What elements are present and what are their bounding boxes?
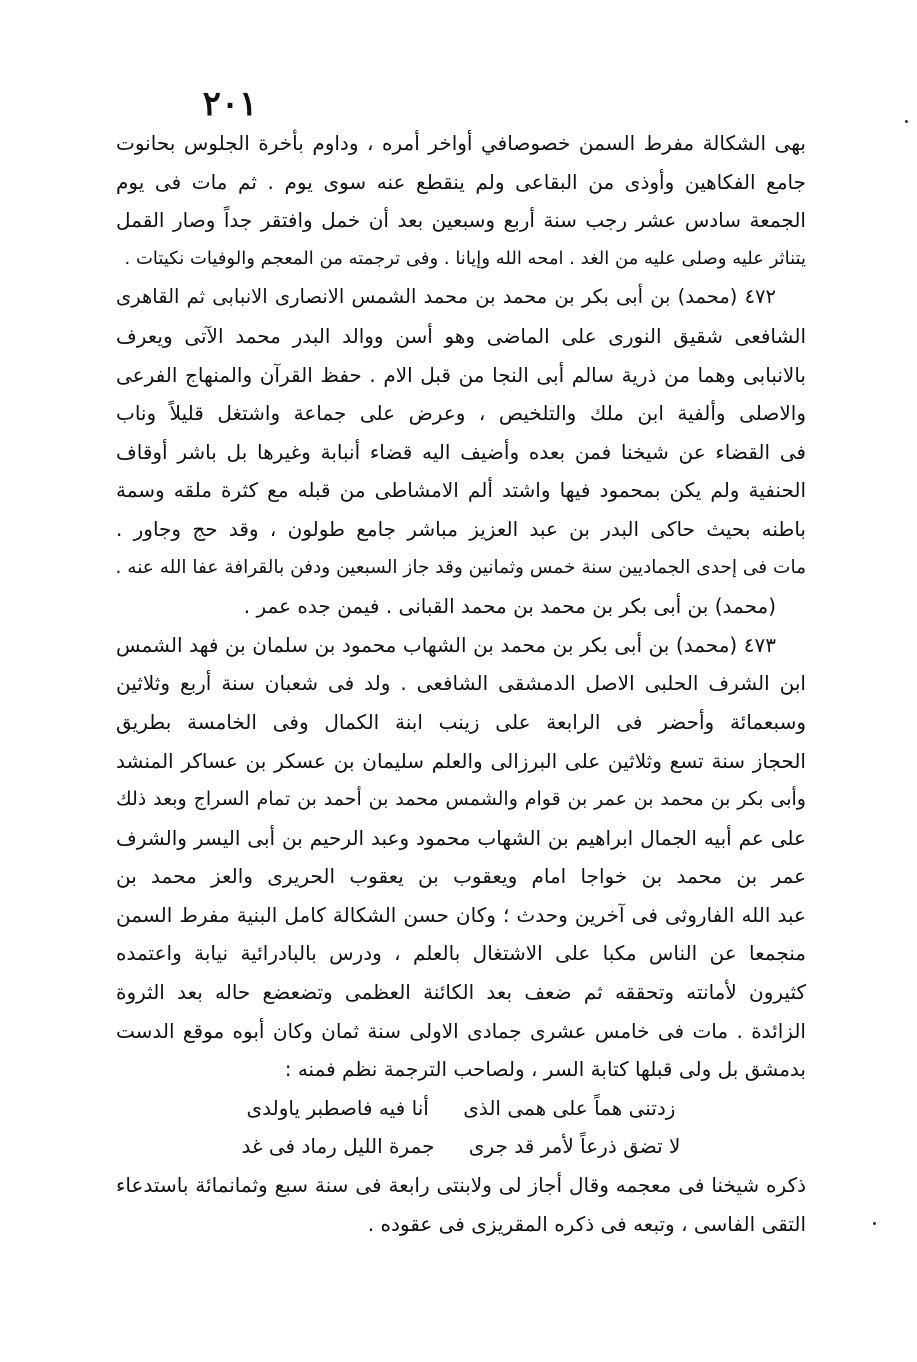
text-line: منجمعا عن الناس مكبا على الاشتغال بالعلم ، ودرس بالبادرائية نيابة واعتمده [116,941,806,966]
verse-hemistich-first: زدتنى هماً على همى الذى [463,1095,676,1120]
verse-hemistich-second: جمرة الليل رماد فى غد [241,1134,435,1159]
entry-heading-473: ٤٧٣ (محمد) بن أبى بكر بن محمد بن الشهاب محمود بن سلمان بن فهد الشمس [116,632,776,657]
text-line: جامع الفكاهين وأوذى من البقاعى ولم ينقطع عنه سوى يوم . ثم مات فى يوم [116,169,806,194]
text-line: وسبعمائة وأحضر فى الرابعة على زينب ابنة الكمال وفى الخامسة بطريق [116,709,806,734]
text-line: كثيرون لأمانته وتحققه ثم ضعف بعد الكائنة العظمى وتضعضع حاله بعد الثروة [116,980,806,1005]
text-line: وأبى بكر بن محمد بن عمر بن قوام والشمس محمد بن أحمد بن تمام السراج وبعد ذلك [116,788,806,811]
verse-line [116,1127,806,1166]
text-line: الجمعة سادس عشر رجب سنة أربع وسبعين بعد أن خمل وافتقر جداً وصار القمل [116,208,806,233]
text-line: الحنفية ولم يكن بمحمود فيها واشتد ألم الامشاطى من قبله مع كثرة ملقه وسمة [116,478,806,503]
text-line: التقى الفاسى ، وتبعه فى ذكره المقريزى فى عقوده . [367,1211,806,1236]
text-line: الشافعى شقيق النورى على الماضى وهو أسن ووالد البدر محمد الآتى ويعرف [116,323,806,348]
text-line: يتناثر عليه وصلى عليه من الغد . امحه الله وإيانا . وفى ترجمته من المعجم والوفيات نكيتات . [124,247,806,269]
verse-hemistich-first: لا تضق ذرعاً لأمر قد جرى [468,1134,681,1159]
text-body [116,124,806,1243]
text-line: باطنه بحيث حاكى البدر بن عبد العزيز مباشر جامع طولون ، وقد حج وجاور . [116,516,806,541]
text-line: الزائدة . مات فى خامس عشرى جمادى الاولى سنة ثمان وكان أبوه موقع الدست [116,1018,806,1043]
entry-heading-472: ٤٧٢ (محمد) بن أبى بكر بن محمد بن محمد الشمس الانصارى الانبابى ثم القاهرى [116,285,776,309]
cross-reference-entry: (محمد) بن أبى بكر بن محمد بن محمد القبانى . فيمن جده عمر . [243,594,776,619]
text-line: ذكره شيخنا فى معجمه وقال أجاز لى ولابنتى رابعة فى سنة سبع وثمانمائة باستدعاء [116,1173,806,1198]
text-line: الحجاز سنة تسع وثلاثين على البرزالى والعلم سليمان بن عسكر بن عساكر المنشد [116,748,806,773]
text-line: مات فى إحدى الجماديين سنة خمس وثمانين وقد جاز السبعين ودفن بالقرافة عفا الله عنه . [116,556,806,578]
text-line: بالانبابى وهما من ذرية سالم أبى النجا من قبل الام . حفظ القرآن والمنهاج الفرعى [116,362,806,387]
scan-speck [873,1222,876,1225]
text-line: والاصلى وألفية ابن ملك والتلخيص ، وعرض على جماعة واشتغل قليلاً وناب [116,401,806,426]
text-line: عمر بن محمد بن خواجا امام ويعقوب بن يعقوب الحريرى والعز محمد بن [116,864,806,889]
verse-line [116,1089,806,1128]
page-number: ٢٠١ [202,84,258,124]
text-line: على عم أبيه الجمال ابراهيم بن الشهاب محمود وعبد الرحيم بن أبى اليسر والشرف [116,825,806,850]
text-line: عبد الله الفاروثى فى آخرين وحدث ؛ وكان حسن الشكالة كامل البنية مفرط السمن [116,902,806,927]
scan-speck [905,120,908,123]
text-line: بهى الشكالة مفرط السمن خصوصافي أواخر أمره ، وداوم بأخرة الجلوس بحانوت [116,131,806,155]
verse-hemistich-second: أنا فيه فاصطبر ياولدى [246,1095,429,1120]
text-line: بدمشق بل ولى قبلها كتابة السر ، ولصاحب الترجمة نظم فمنه : [284,1057,806,1082]
text-line: ابن الشرف الحلبى الاصل الدمشقى الشافعى . ولد فى شعبان سنة أربع وثلاثين [116,671,806,696]
text-line: فى القضاء عن شيخنا فمن بعده وأضيف اليه قضاء أنبابة وغيرها بل باشر أوقاف [116,439,806,464]
